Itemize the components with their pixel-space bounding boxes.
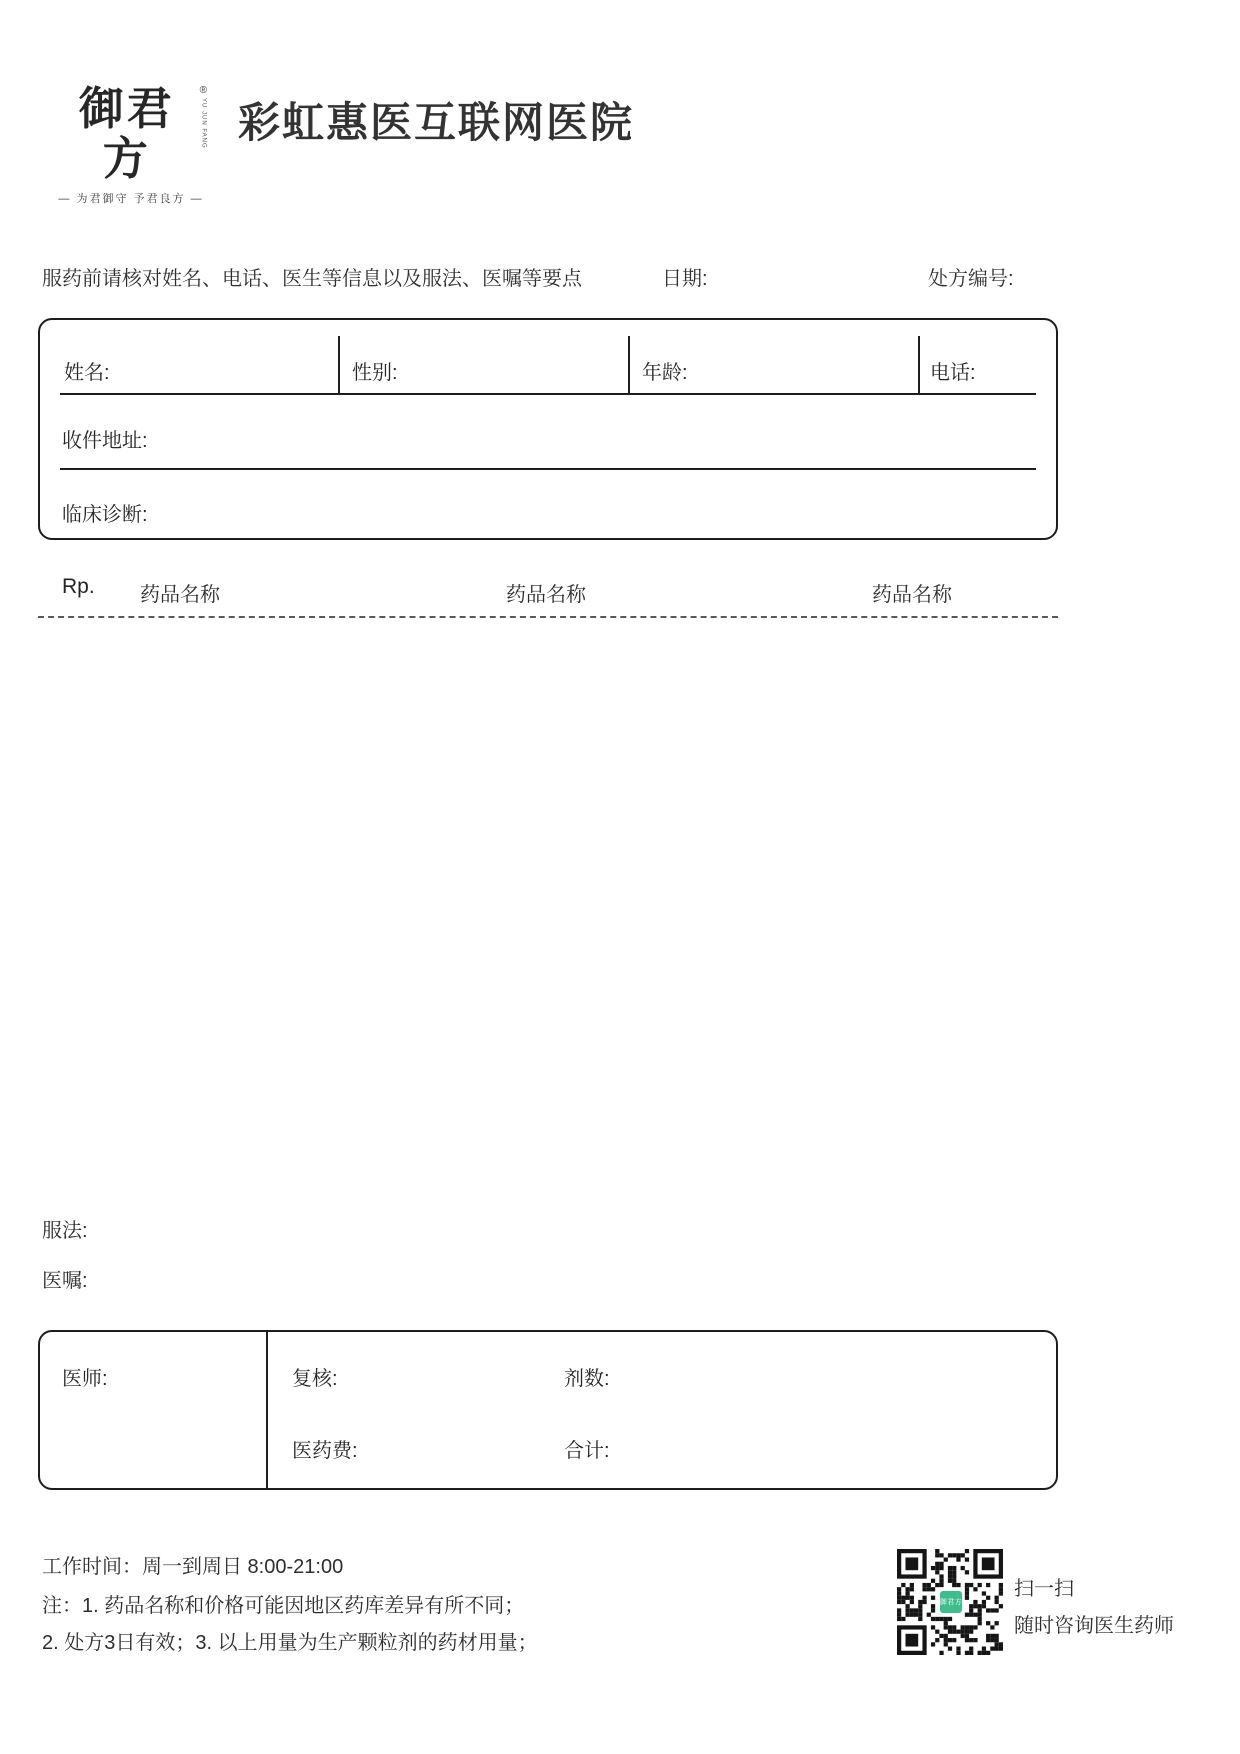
dose-count-label: 剂数: [564,1368,610,1390]
divider [60,468,1036,470]
divider [60,393,1036,395]
patient-gender-label: 性别: [352,362,398,384]
drug-name-column-header: 药品名称 [506,584,586,606]
patient-phone-label: 电话: [930,362,976,384]
brand-logo [55,84,207,206]
rp-label: Rp. [62,575,95,598]
date-label: 日期: [662,268,708,290]
clinical-diagnosis-label: 临床诊断: [62,504,148,526]
patient-age-label: 年龄: [642,362,688,384]
divider [918,336,920,394]
patient-name-label: 姓名: [64,362,110,384]
brand-name: 御君方 [78,82,175,185]
drug-name-column-header: 药品名称 [140,584,220,606]
divider [266,1332,268,1488]
note-line-1: 注：1. 药品名称和价格可能因地区药库差异有所不同； [42,1595,525,1617]
usage-method-label: 服法: [42,1220,88,1242]
summary-box [38,1330,1058,1490]
shipping-address-label: 收件地址: [62,430,148,452]
work-hours: 工作时间：周一到周日 8:00-21:00 [42,1556,344,1578]
brand-pinyin: YU JUN FANG [200,98,207,149]
review-label: 复核: [292,1368,338,1390]
registered-trademark-icon: ® [199,85,207,96]
scan-description: 随时咨询医生药师 [1014,1615,1174,1637]
total-label: 合计: [564,1440,610,1462]
hospital-title: 彩虹惠医互联网医院 [238,99,635,146]
doctor-advice-label: 医嘱: [42,1270,88,1292]
divider [628,336,630,394]
dashed-divider [38,616,1058,618]
divider [338,336,340,394]
brand-tagline: — 为君御守 予君良方 — [58,193,204,205]
note-line-2: 2. 处方3日有效；3. 以上用量为生产颗粒剂的药材用量； [42,1632,538,1654]
verification-notice: 服药前请核对姓名、电话、医生等信息以及服法、医嘱等要点 [42,268,582,290]
prescription-number-label: 处方编号: [928,268,1014,290]
physician-label: 医师: [62,1368,108,1390]
qr-center-logo: 御君方 [938,1589,964,1615]
qr-code [897,1549,1003,1655]
medicine-fee-label: 医药费: [292,1440,358,1462]
drug-name-column-header: 药品名称 [872,584,952,606]
patient-info-box [38,318,1058,540]
scan-label: 扫一扫 [1014,1578,1074,1600]
